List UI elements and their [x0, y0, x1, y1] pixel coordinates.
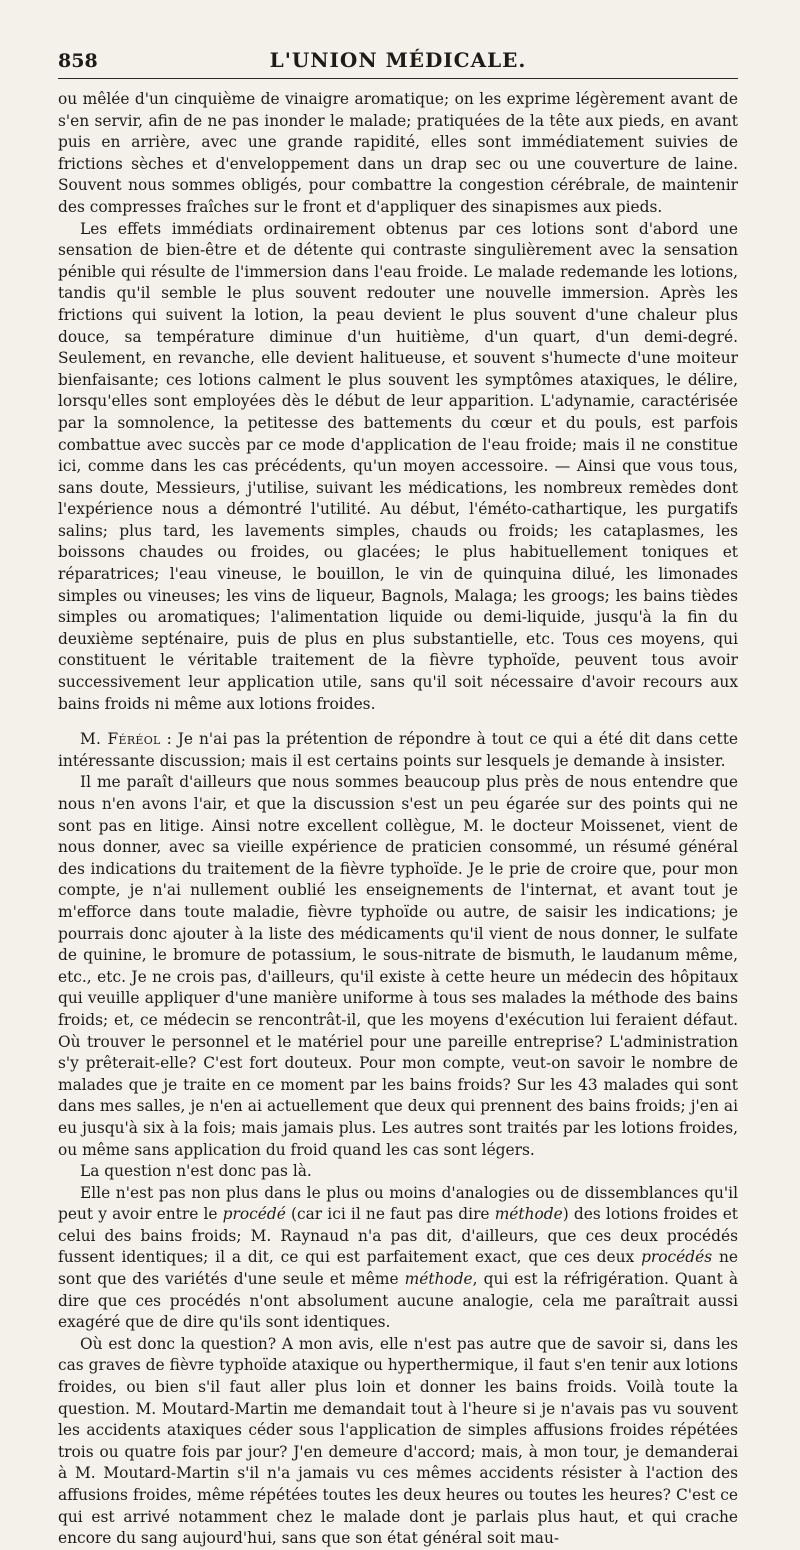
- paragraph-6-part: ) des lotions froides et celui des bains froids; M. Raynaud n'a pas dit, d'ailleurs, que ces deux procédés fussent identiques; il a dit, ce qui est parfaitement exact, que ces deux: [58, 1205, 738, 1267]
- emphasis-procedes: procédés: [641, 1248, 713, 1267]
- speaker-text: : Je n'ai pas la prétention de répondre à tout ce qui a été dit dans cette intéressante discussion; mais il est certains points sur lesquels je demande à insister.: [58, 730, 738, 770]
- emphasis-procede: procédé: [222, 1205, 286, 1224]
- emphasis-methode: méthode: [404, 1270, 473, 1289]
- paragraph-5: La question n'est donc pas là.: [80, 1162, 312, 1181]
- paragraph-4: Il me paraît d'ailleurs que nous sommes beaucoup plus près de nous entendre que nous n'en avons l'air, et que la discussion s'est un peu égarée sur des points qui ne sont pas en litige. Ainsi notre excellent collègue, M. le docteur Moissenet, vient de nous donner, avec sa vieille expérience de praticien consommé, un résumé général des indications du traitement de la fièvre typhoïde. Je le prie de croire que, pour mon compte, je n'ai nullement oublié les enseignements de l'internat, et avant tout je m'efforce dans toute maladie, fièvre typhoïde ou autre, de saisir les indications; je pourrais donc ajouter à la liste des médicaments qu'il vient de nous donner, le sulfate de quinine, le bromure de potassium, le sous-nitrate de bismuth, le laudanum même, etc., etc. Je ne crois pas, d'ailleurs, qu'il existe à cette heure un médecin des hôpitaux qui veuille appliquer d'une manière uniforme à tous ses malades la méthode des bains froids; et, ce médecin se rencontrât-il, que les moyens d'exécution lui feraient défaut. Où trouver le personnel et le matériel pour une pareille entreprise? L'administration s'y prêterait-elle? C'est fort douteux. Pour mon compte, veut-on savoir le nombre de malades que je traite en ce moment par les bains froids? Sur les 43 malades qui sont dans mes salles, je n'en ai actuellement que deux qui prennent des bains froids; j'en ai eu jusqu'à six à la fois; mais jamais plus. Les autres sont traités par les lotions froides, ou même sans application du froid quand les cas sont légers.: [58, 773, 738, 1159]
- emphasis-methode: méthode: [494, 1205, 563, 1224]
- paragraph-3: [58, 729, 738, 772]
- paragraph-6-part: , qui est la réfrigération. Quant à dire que ces procédés n'ont absolument aucune analogie, cela me paraîtrait aussi exagéré que de dire qu'ils sont identiques.: [58, 1270, 738, 1332]
- paragraph-1: ou mêlée d'un cinquième de vinaigre aromatique; on les exprime légèrement avant de s'en servir, afin de ne pas inonder le malade; pratiquées de la tête aux pieds, en avant puis en arrière, avec une grande rapidité, elles sont immédiatement suivies de frictions sèches et d'enveloppement dans un drap sec ou une couverture de laine. Souvent nous sommes obligés, pour combattre la congestion cérébrale, de maintenir des compresses fraîches sur le front et d'appliquer des sinapismes aux pieds.: [58, 90, 738, 216]
- paragraph-6-part: (car ici il ne faut pas dire: [285, 1205, 495, 1224]
- paragraph-6: [58, 1183, 738, 1334]
- running-title: L'UNION MÉDICALE.: [269, 48, 527, 72]
- article-body: [58, 89, 738, 1550]
- paragraph-6-part: Elle n'est pas non plus dans le plus ou moins d'analogies ou de dissemblances qu'il peut y avoir entre le: [58, 1183, 738, 1224]
- paragraph-7: Où est donc la question? A mon avis, elle n'est pas autre que de savoir si, dans les cas graves de fièvre typhoïde ataxique ou hyperthermique, il faut s'en tenir aux lotions froides, ou bien s'il faut aller plus loin et donner les bains froids. Voilà toute la question. M. Moutard-Martin me demandait tout à l'heure si je n'avais pas vu souvent les accidents ataxiques céder sous l'application de simples affusions froides répétées trois ou quatre fois par jour? J'en demeure d'accord; mais, à mon tour, je demanderai à M. Moutard-Martin s'il n'a jamais vu ces mêmes accidents résister à l'action des affusions froides, même répétées toutes les deux heures ou toutes les heures? C'est ce qui est arrivé notamment chez le malade dont je parlais plus haut, et qui crache encore du sang aujourd'hui, sans que son état général soit mau-: [58, 1334, 738, 1548]
- speaker-name: M. Féréol: [80, 730, 161, 749]
- page-number: 858: [58, 50, 98, 72]
- paragraph-2: Les effets immédiats ordinairement obtenus par ces lotions sont d'abord une sensation de bien-être et de détente qui contraste singulièrement avec la sensation pénible qui résulte de l'immersion dans l'eau froide. Le malade redemande les lotions, tandis qu'il semble le plus souvent redouter une nouvelle immersion. Après les frictions qui suivent la lotion, la peau devient le plus souvent d'une chaleur plus douce, sa température diminue d'un huitième, d'un quart, d'un demi-degré. Seulement, en revanche, elle devient halitueuse, et souvent s'humecte d'une moiteur bienfaisante; ces lotions calment le plus souvent les symptômes ataxiques, le délire, lorsqu'elles sont employées dès le début de leur apparition. L'adynamie, caractérisée par la somnolence, la petitesse des battements du cœur et du pouls, est parfois combattue avec succès par ce mode d'application de l'eau froide; mais il ne constitue ici, comme dans les cas précédents, qu'un moyen accessoire. — Ainsi que vous tous, sans doute, Messieurs, j'utilise, suivant les médications, les nombreux remèdes dont l'expérience nous a démontré l'utilité. Au début, l'éméto-cathartique, les purgatifs salins; plus tard, les lavements simples, chauds ou froids; les cataplasmes, les boissons chaudes ou froides, ou glacées; le plus habituellement toniques et réparatrices; l'eau vineuse, le bouillon, le vin de quinquina dilué, les limonades simples ou vineuses; les vins de liqueur, Bagnols, Malaga; les groogs; les bains tièdes simples ou aromatiques; l'alimentation liquide ou demi-liquide, jusqu'à la fin du deuxième septénaire, puis de plus en plus substantielle, etc. Tous ces moyens, qui constituent le véritable traitement de la fièvre typhoïde, peuvent tous avoir successivement leur application utile, sans qu'il soit nécessaire d'avoir recours aux bains froids ni même aux lotions froides.: [58, 219, 738, 713]
- paragraph-6-part: ne sont que des variétés d'une seule et même: [58, 1248, 739, 1289]
- page-header: [58, 44, 738, 79]
